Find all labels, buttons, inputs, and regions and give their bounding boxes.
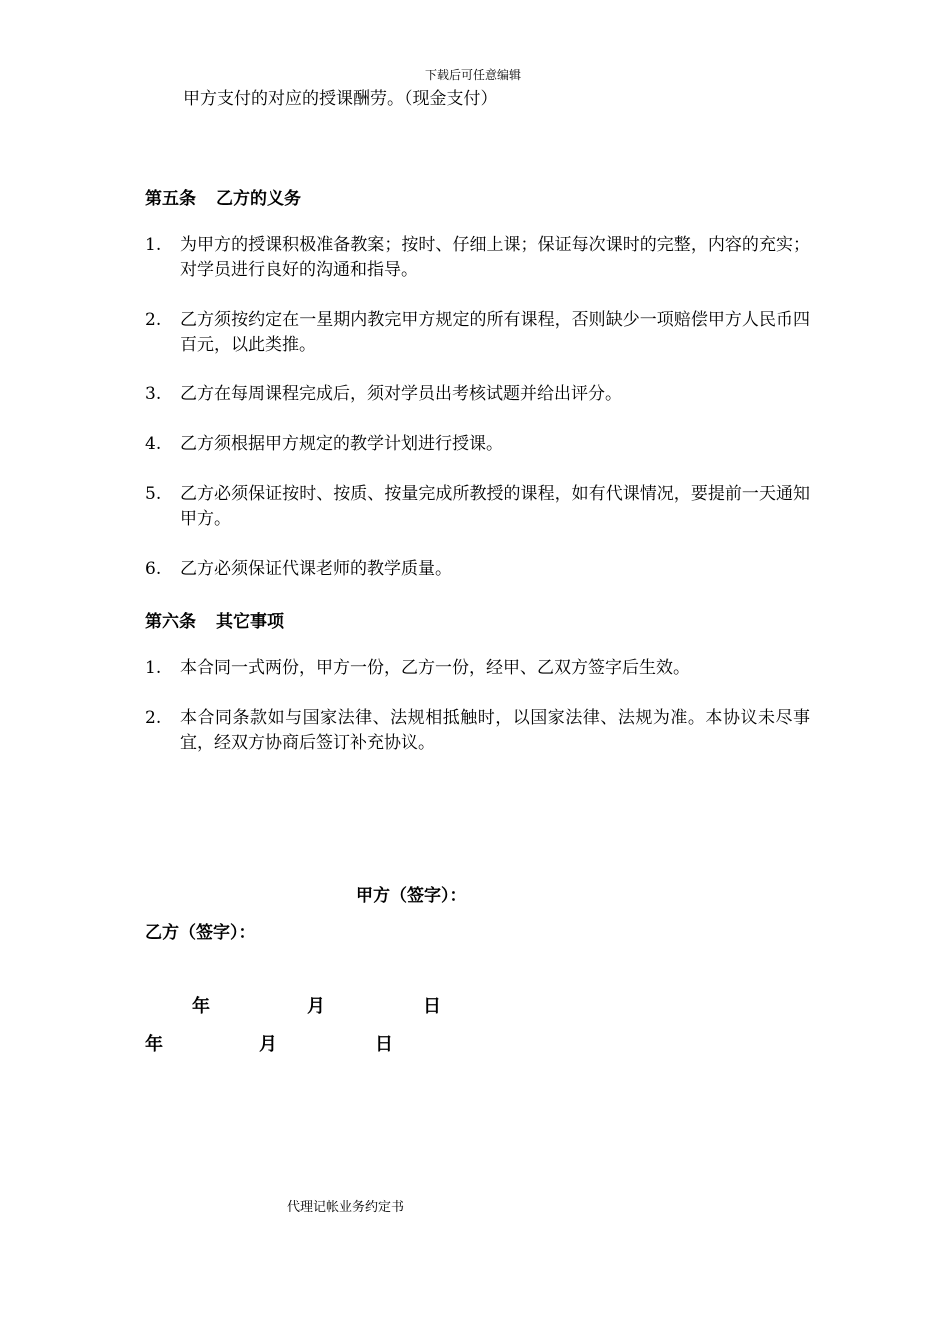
continuation-line: 甲方支付的对应的授课酬劳。（现金支付） <box>183 89 498 109</box>
section5-number: 第五条 <box>145 189 196 209</box>
section6-heading <box>145 607 284 632</box>
item-text: 乙方必须保证按时、按质、按量完成所教授的课程，如有代课情况，要提前一天通知甲方。 <box>180 484 810 529</box>
list-item <box>145 482 810 532</box>
item-number: 2. <box>145 708 162 728</box>
section5-heading <box>145 184 301 209</box>
item-number: 1. <box>145 235 162 255</box>
item-number: 2. <box>145 310 162 330</box>
list-item <box>145 308 810 358</box>
party-b-signature-label: 乙方（签字）： <box>145 923 256 943</box>
item-number: 3. <box>145 384 162 404</box>
list-item <box>145 233 810 283</box>
item-text: 乙方须根据甲方规定的教学计划进行授课。 <box>180 434 503 454</box>
list-item <box>145 656 810 681</box>
party-a-date-month: 月 <box>307 996 325 1017</box>
item-text: 乙方必须保证代课老师的教学质量。 <box>180 559 452 579</box>
party-a-date-year: 年 <box>192 996 210 1017</box>
list-item <box>145 382 810 407</box>
list-item <box>145 557 810 582</box>
item-text: 为甲方的授课积极准备教案；按时、仔细上课；保证每次课时的完整，内容的充实；对学员进行良好的沟通和指导。 <box>180 235 810 280</box>
section5-title: 乙方的义务 <box>216 189 301 209</box>
footer-title: 代理记帐业务约定书 <box>287 1200 405 1215</box>
list-item <box>145 706 810 756</box>
item-text: 乙方在每周课程完成后，须对学员出考核试题并给出评分。 <box>180 384 622 404</box>
item-number: 5. <box>145 484 162 504</box>
item-number: 1. <box>145 658 162 678</box>
header-note: 下载后可任意编辑 <box>425 68 522 82</box>
item-number: 4. <box>145 434 162 454</box>
party-b-date-year: 年 <box>145 1034 163 1055</box>
party-a-date-day: 日 <box>423 996 441 1017</box>
item-text: 本合同条款如与国家法律、法规相抵触时，以国家法律、法规为准。本协议未尽事宜，经双方协商后签订补充协议。 <box>180 708 810 753</box>
item-number: 6. <box>145 559 162 579</box>
party-b-date-day: 日 <box>375 1034 393 1055</box>
list-item <box>145 432 810 457</box>
item-text: 乙方须按约定在一星期内教完甲方规定的所有课程，否则缺少一项赔偿甲方人民币四百元，以此类推。 <box>180 310 810 355</box>
section6-number: 第六条 <box>145 612 196 632</box>
item-text: 本合同一式两份，甲方一份，乙方一份，经甲、乙双方签字后生效。 <box>180 658 690 678</box>
party-b-date-month: 月 <box>259 1034 277 1055</box>
party-a-signature-label: 甲方（签字）： <box>356 886 467 906</box>
section6-title: 其它事项 <box>216 612 284 632</box>
